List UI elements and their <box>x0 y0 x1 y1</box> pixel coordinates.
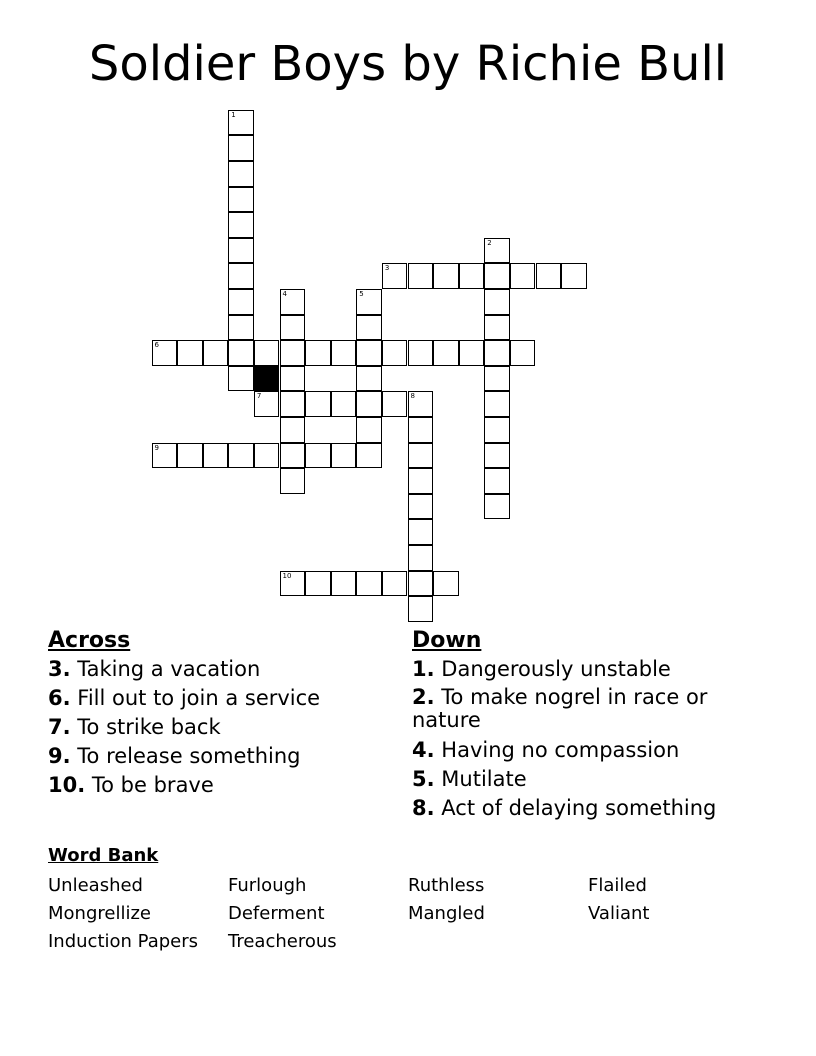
grid-cell[interactable] <box>408 571 434 597</box>
grid-cell[interactable] <box>459 340 485 366</box>
grid-cell[interactable] <box>536 263 562 289</box>
grid-cell[interactable] <box>331 340 357 366</box>
clue-text: To be brave <box>91 773 214 797</box>
grid-cell[interactable] <box>382 391 408 417</box>
clue-number-label: 3 <box>384 264 390 273</box>
clue-number-label: 7 <box>256 392 262 401</box>
grid-cell[interactable] <box>228 366 254 392</box>
down-heading: Down <box>412 628 482 653</box>
grid-cell[interactable] <box>382 340 408 366</box>
grid-cell[interactable] <box>408 340 434 366</box>
grid-cell[interactable] <box>484 263 510 289</box>
grid-cell[interactable] <box>203 340 229 366</box>
clue-number: 6. <box>48 686 71 710</box>
grid-cell[interactable] <box>331 391 357 417</box>
word-bank-word: Unleashed <box>48 875 143 896</box>
word-bank-list <box>48 872 768 956</box>
clue-number: 4. <box>412 738 435 762</box>
across-clue <box>48 742 388 771</box>
grid-cell[interactable] <box>433 340 459 366</box>
down-clues <box>412 627 772 823</box>
grid-cell[interactable] <box>408 545 434 571</box>
grid-cell[interactable] <box>356 417 382 443</box>
grid-cell[interactable] <box>356 443 382 469</box>
grid-cell[interactable] <box>228 289 254 315</box>
across-clue <box>48 684 388 713</box>
grid-cell[interactable] <box>254 391 280 417</box>
grid-cell[interactable] <box>510 263 536 289</box>
grid-cell[interactable] <box>305 571 331 597</box>
grid-cell[interactable] <box>280 340 306 366</box>
grid-cell[interactable] <box>408 443 434 469</box>
clue-text: To strike back <box>77 715 221 739</box>
down-clue <box>412 736 772 765</box>
clue-text: Act of delaying something <box>441 796 717 820</box>
clue-number-label: 4 <box>282 290 287 298</box>
grid-cell[interactable] <box>228 161 254 187</box>
grid-cell[interactable] <box>331 571 357 597</box>
grid-cell[interactable] <box>484 340 510 366</box>
grid-cell[interactable] <box>356 340 382 366</box>
clue-number: 5. <box>412 767 435 791</box>
grid-cell[interactable] <box>382 571 408 597</box>
grid-cell[interactable] <box>305 443 331 469</box>
word-bank-word: Valiant <box>588 903 650 924</box>
grid-cell[interactable] <box>433 263 459 289</box>
grid-cell[interactable] <box>356 289 382 315</box>
clue-number-label: 10 <box>282 571 292 580</box>
page-title: Soldier Boys by Richie Bull <box>88 36 728 92</box>
grid-cell[interactable] <box>408 494 434 520</box>
grid-cell[interactable] <box>510 340 536 366</box>
grid-cell[interactable] <box>484 289 510 315</box>
grid-cell[interactable] <box>408 391 434 417</box>
grid-cell[interactable] <box>228 187 254 213</box>
clue-number: 1. <box>412 657 435 681</box>
grid-cell[interactable] <box>408 263 434 289</box>
grid-cell[interactable] <box>484 238 510 264</box>
grid-cell[interactable] <box>484 494 510 520</box>
clue-number-label: 2 <box>487 238 492 247</box>
grid-cell[interactable] <box>177 340 203 366</box>
clue-text: To make nogrel in race or nature <box>412 685 708 732</box>
word-bank <box>48 845 768 956</box>
clue-text: Taking a vacation <box>77 657 261 681</box>
grid-cell[interactable] <box>331 443 357 469</box>
grid-cell[interactable] <box>228 340 254 366</box>
across-clues <box>48 627 388 800</box>
grid-cell[interactable] <box>382 263 408 289</box>
clue-number: 7. <box>48 715 71 739</box>
grid-cell[interactable] <box>280 315 306 341</box>
word-bank-word: Flailed <box>588 875 647 896</box>
grid-cell[interactable] <box>484 417 510 443</box>
clue-number-label: 9 <box>154 443 159 452</box>
clue-text: Fill out to join a service <box>77 686 321 710</box>
word-bank-heading: Word Bank <box>48 845 159 866</box>
clue-text: Having no compassion <box>441 738 680 762</box>
grid-cell[interactable] <box>408 596 434 622</box>
grid-cell[interactable] <box>356 571 382 597</box>
across-clue <box>48 713 388 742</box>
grid-cell[interactable] <box>177 443 203 469</box>
clue-number: 9. <box>48 744 71 768</box>
grid-cell[interactable] <box>280 571 306 597</box>
word-bank-word: Induction Papers <box>48 931 199 952</box>
clue-number-label: 5 <box>359 290 364 298</box>
grid-cell[interactable] <box>305 391 331 417</box>
clue-number: 2. <box>412 685 435 709</box>
clue-number-label: 6 <box>154 341 159 350</box>
word-bank-word: Treacherous <box>228 931 337 952</box>
clue-text: Mutilate <box>441 767 527 791</box>
grid-cell[interactable] <box>228 212 254 238</box>
grid-cell[interactable] <box>152 443 178 469</box>
clue-number: 8. <box>412 796 435 820</box>
grid-cell[interactable] <box>459 263 485 289</box>
grid-cell[interactable] <box>484 468 510 494</box>
word-bank-word: Furlough <box>228 875 307 896</box>
down-clue <box>412 765 772 794</box>
grid-cell[interactable] <box>280 366 306 392</box>
grid-cell[interactable] <box>228 110 254 136</box>
across-clue <box>48 771 388 800</box>
grid-cell[interactable] <box>228 443 254 469</box>
grid-cell[interactable] <box>484 443 510 469</box>
grid-cell[interactable] <box>280 289 306 315</box>
grid-cell[interactable] <box>484 366 510 392</box>
across-clue <box>48 655 388 684</box>
grid-cell[interactable] <box>254 340 280 366</box>
across-heading: Across <box>48 628 131 653</box>
word-bank-word: Ruthless <box>408 875 485 896</box>
grid-cell[interactable] <box>484 315 510 341</box>
word-bank-word: Deferment <box>228 903 325 924</box>
grid-cell[interactable] <box>561 263 587 289</box>
clue-text: Dangerously unstable <box>441 657 671 681</box>
word-bank-word: Mangled <box>408 903 485 924</box>
grid-cell[interactable] <box>408 519 434 545</box>
grid-cell[interactable] <box>228 238 254 264</box>
down-clue <box>412 655 772 684</box>
grid-cell[interactable] <box>280 468 306 494</box>
down-clue <box>412 794 772 823</box>
grid-cell[interactable] <box>152 340 178 366</box>
clue-number: 10. <box>48 773 86 797</box>
grid-cell[interactable] <box>408 417 434 443</box>
word-bank-word: Mongrellize <box>48 903 151 924</box>
grid-cell[interactable] <box>280 417 306 443</box>
clue-number-label: 1 <box>231 110 236 119</box>
grid-cell[interactable] <box>280 443 306 469</box>
grid-cell[interactable] <box>356 366 382 392</box>
grid-cell[interactable] <box>484 391 510 417</box>
grid-cell[interactable] <box>228 315 254 341</box>
grid-cell[interactable] <box>254 443 280 469</box>
grid-cell[interactable] <box>305 340 331 366</box>
clue-number: 3. <box>48 657 71 681</box>
grid-cell[interactable] <box>228 263 254 289</box>
grid-cell[interactable] <box>203 443 229 469</box>
grid-cell[interactable] <box>356 391 382 417</box>
clue-number-label: 8 <box>410 392 415 401</box>
grid-cell[interactable] <box>228 135 254 161</box>
grid-cell[interactable] <box>408 468 434 494</box>
grid-cell[interactable] <box>356 315 382 341</box>
grid-block-cell <box>254 366 280 392</box>
down-clue <box>412 686 772 732</box>
grid-cell[interactable] <box>433 571 459 597</box>
grid-cell[interactable] <box>280 391 306 417</box>
clue-text: To release something <box>77 744 301 768</box>
